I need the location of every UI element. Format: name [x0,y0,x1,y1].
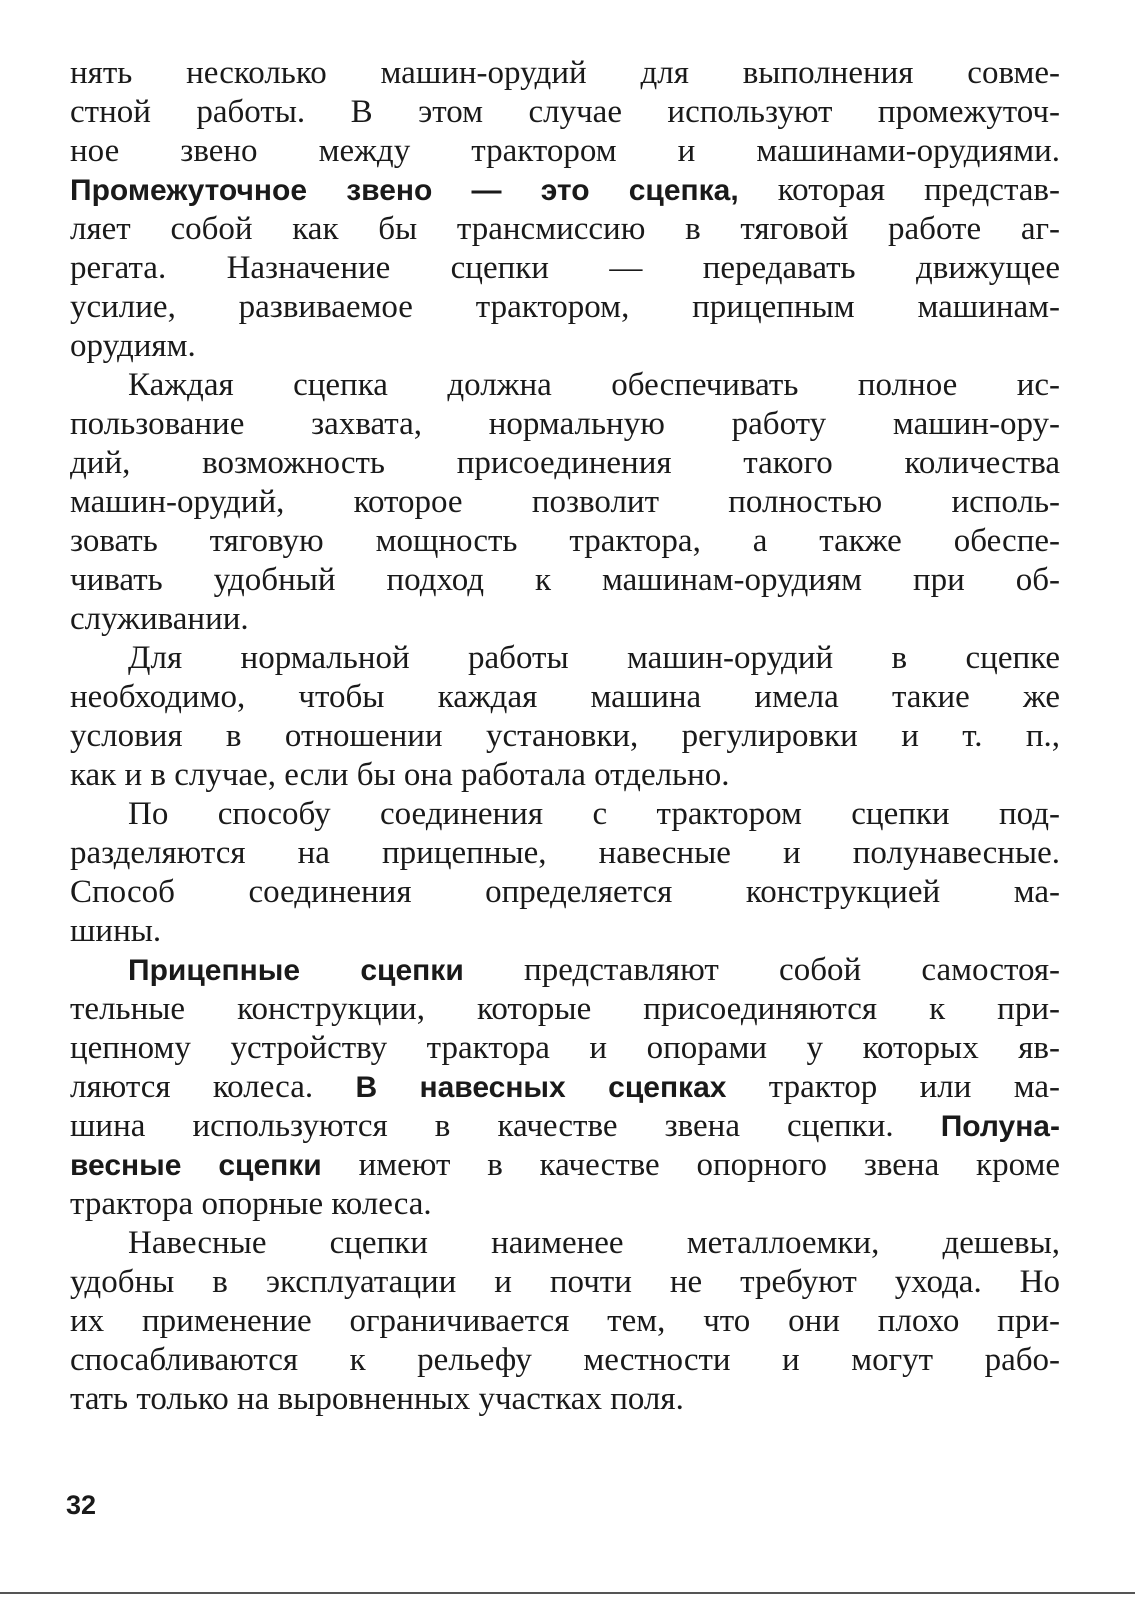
bold-term: Прицепные сцепки [128,954,464,987]
text-line: необходимо, чтобы каждая машина имела такие же [70,679,1060,715]
paragraph-3 [70,639,1060,795]
text-line: усилие, развиваемое трактором, прицепным машинам- [70,289,1060,325]
text-line: шины. [70,913,162,949]
text-line: По способу соединения с трактором сцепки под- [128,796,1060,832]
text-line: ное звено между трактором и машинами-орудиями. [70,133,1060,169]
paragraph-4 [70,795,1060,951]
text-line: Каждая сцепка должна обеспечивать полное ис- [128,367,1060,403]
page-text [70,54,1060,1419]
bold-term: Полуна- [940,1110,1060,1143]
text-line: Промежуточное звено — это сцепка, которая представ- [70,172,1060,208]
text-line: тать только на выровненных участках поля. [70,1381,684,1417]
text-line: регата. Назначение сцепки — передавать движущее [70,250,1060,286]
paragraph-5 [70,951,1060,1224]
text-line: весные сцепки имеют в качестве опорного звена кроме [70,1147,1060,1183]
text-line: ляет собой как бы трансмиссию в тяговой работе аг- [70,211,1060,247]
text-line: служивании. [70,601,249,637]
text-line: пользование захвата, нормальную работу машин-ору- [70,406,1060,442]
paragraph-1 [70,54,1060,366]
page-bottom-edge [0,1592,1135,1594]
text-line: разделяются на прицепные, навесные и полунавесные. [70,835,1060,871]
text-line: Навесные сцепки наименее металлоемки, дешевы, [128,1225,1060,1261]
text-line: Способ соединения определяется конструкцией ма- [70,874,1060,910]
text-line: спосабливаются к рельефу местности и могут рабо- [70,1342,1060,1378]
text-line: их применение ограничивается тем, что они плохо при- [70,1303,1060,1339]
text-line: чивать удобный подход к машинам-орудиям при об- [70,562,1060,598]
text-line: удобны в эксплуатации и почти не требуют ухода. Но [70,1264,1060,1300]
text-line: Прицепные сцепки представляют собой самостоя- [128,952,1060,988]
text-line: трактора опорные колеса. [70,1186,432,1222]
bold-term: Промежуточное звено — это сцепка, [70,174,739,207]
text-line: орудиям. [70,328,196,364]
text-line: тельные конструкции, которые присоединяются к при- [70,991,1060,1027]
text-line: ляются колеса. В навесных сцепках трактор или ма- [70,1069,1060,1105]
text-line: шина используются в качестве звена сцепки. Полуна- [70,1108,1060,1144]
text-line: стной работы. В этом случае используют промежуточ- [70,94,1060,130]
text-line: зовать тяговую мощность трактора, а также обеспе- [70,523,1060,559]
text-line: условия в отношении установки, регулировки и т. п., [70,718,1060,754]
paragraph-2 [70,366,1060,639]
text-line: Для нормальной работы машин-орудий в сцепке [128,640,1060,676]
text-line: дий, возможность присоединения такого количества [70,445,1060,481]
text-line: как и в случае, если бы она работала отдельно. [70,757,730,793]
bold-term: В навесных сцепках [355,1071,727,1104]
paragraph-6 [70,1224,1060,1419]
page-number: 32 [66,1490,97,1520]
text-line: машин-орудий, которое позволит полностью исполь- [70,484,1060,520]
bold-term: весные сцепки [70,1149,322,1182]
text-line: нять несколько машин-орудий для выполнения совме- [70,55,1060,91]
text-line: цепному устройству трактора и опорами у которых яв- [70,1030,1060,1066]
